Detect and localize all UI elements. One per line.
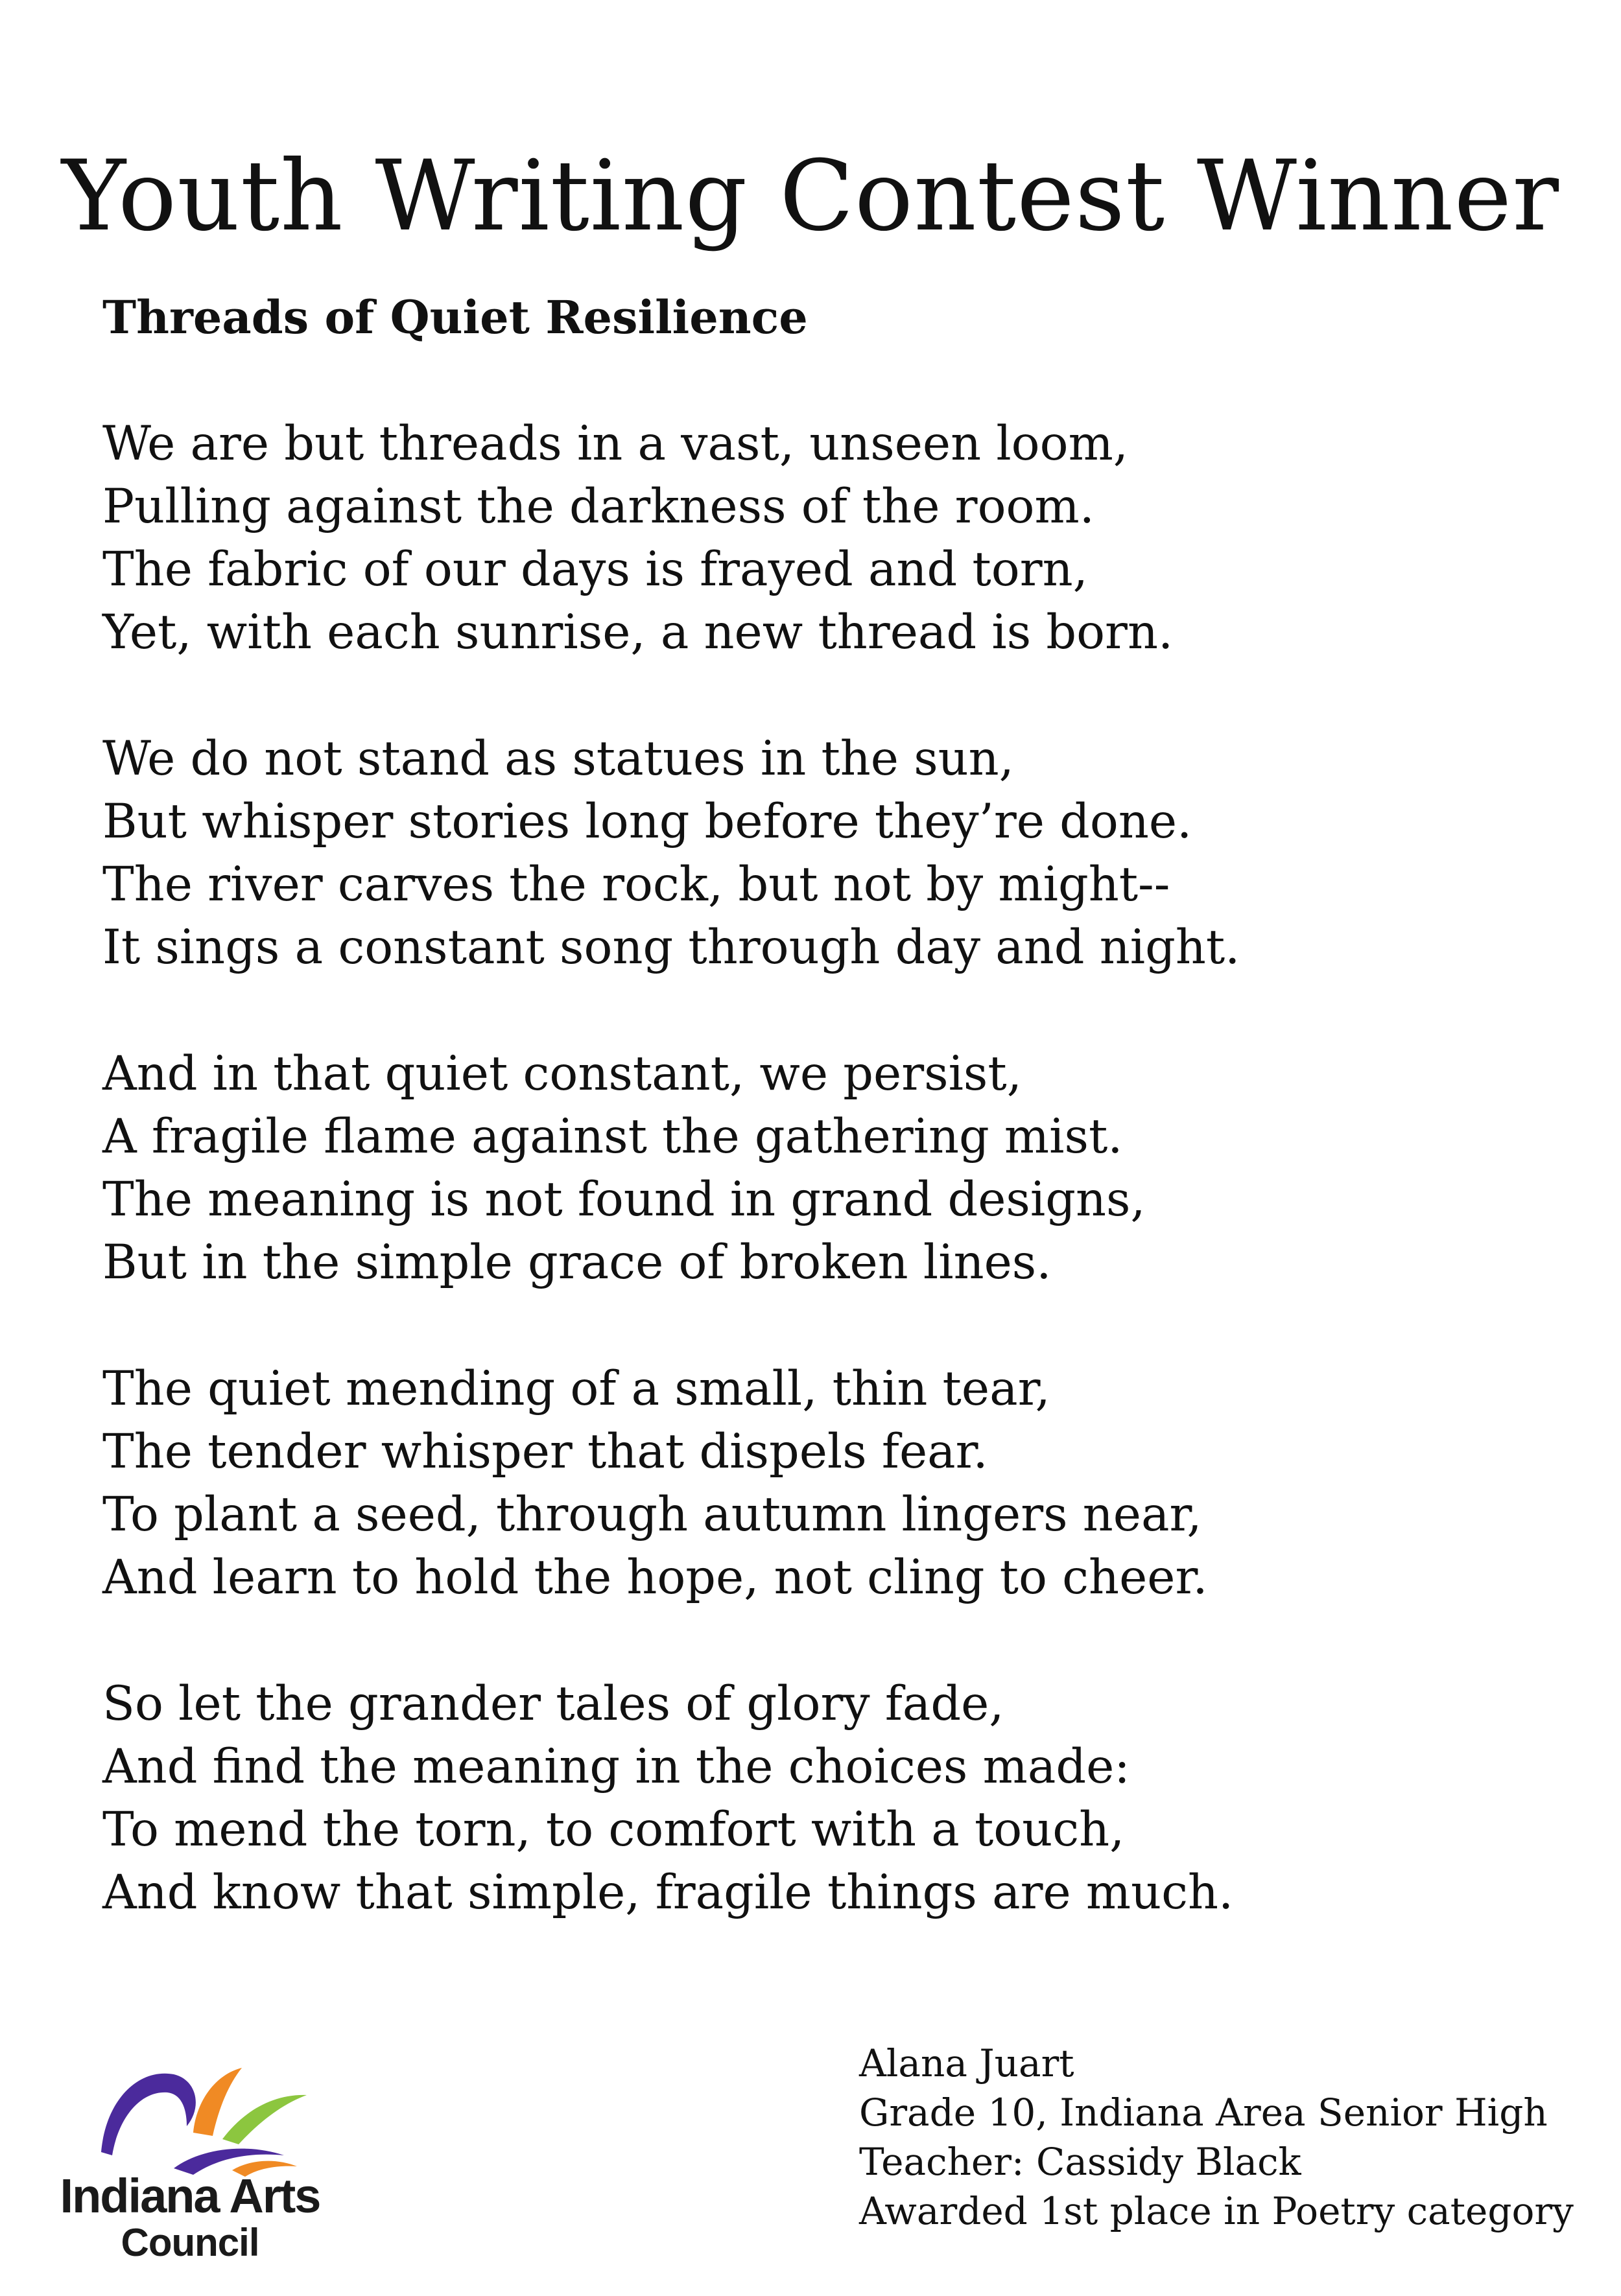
stanza-1	[102, 412, 1529, 664]
poem-line: A fragile flame against the gathering mist.	[102, 1109, 1123, 1164]
poem-line: We are but threads in a vast, unseen loom,	[102, 416, 1129, 471]
green-petal	[222, 2095, 307, 2144]
poem-line: Yet, with each sunrise, a new thread is born.	[102, 605, 1174, 660]
author-name: Alana Juart	[859, 2041, 1074, 2085]
author-teacher: Teacher: Cassidy Black	[859, 2140, 1301, 2184]
poem-line: The river carves the rock, but not by might--	[102, 857, 1170, 912]
poem-line: And learn to hold the hope, not cling to cheer.	[102, 1550, 1208, 1605]
stanza-5	[102, 1672, 1529, 1924]
page-title: Youth Writing Contest Winner	[61, 139, 1559, 253]
poem-line: The quiet mending of a small, thin tear,	[102, 1361, 1050, 1416]
poem-line: The tender whisper that dispels fear.	[102, 1424, 988, 1479]
poem	[102, 285, 1529, 1987]
poem-line: We do not stand as statues in the sun,	[102, 731, 1014, 786]
stanza-2	[102, 727, 1529, 979]
poem-line: But in the simple grace of broken lines.	[102, 1235, 1052, 1290]
poem-line: So let the grander tales of glory fade,	[102, 1676, 1004, 1731]
logo-name: Indiana Arts	[60, 2169, 320, 2223]
poem-line: And in that quiet constant, we persist,	[102, 1046, 1022, 1101]
purple-arc	[101, 2074, 196, 2155]
poem-line: Pulling against the darkness of the room.	[102, 479, 1094, 534]
logo-subname: Council	[121, 2221, 259, 2264]
poem-title: Threads of Quiet Resilience	[102, 290, 808, 344]
award-text: Awarded 1st place in Poetry category	[859, 2189, 1574, 2233]
stanza-3	[102, 1042, 1529, 1294]
indiana-arts-council-logo	[38, 2055, 342, 2269]
poem-line: The meaning is not found in grand designs,	[102, 1172, 1146, 1227]
poem-line: And know that simple, fragile things are much.	[102, 1865, 1234, 1920]
author-school: Grade 10, Indiana Area Senior High	[859, 2091, 1548, 2135]
poem-line: The fabric of our days is frayed and torn,	[102, 542, 1088, 597]
poem-line: It sings a constant song through day and night.	[102, 920, 1240, 975]
stanza-4	[102, 1357, 1529, 1609]
poem-line: But whisper stories long before they’re done.	[102, 794, 1192, 849]
arts-council-swoosh-icon	[89, 2055, 329, 2178]
poem-line: To plant a seed, through autumn lingers near,	[102, 1487, 1202, 1542]
author-credits	[859, 2039, 1605, 2236]
poem-line: To mend the torn, to comfort with a touch,	[102, 1802, 1125, 1857]
poem-line: And find the meaning in the choices made:	[102, 1739, 1130, 1794]
